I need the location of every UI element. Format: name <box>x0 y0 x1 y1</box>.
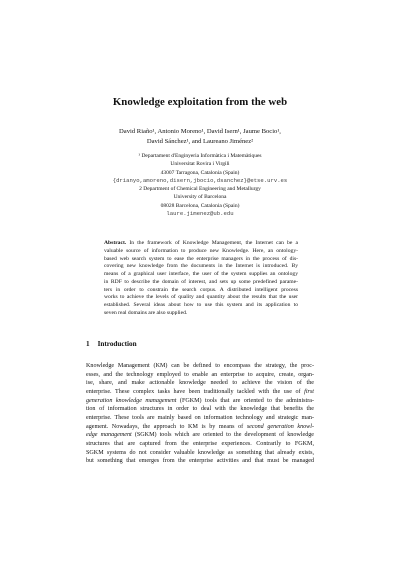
abstract <box>104 240 298 318</box>
affiliation-line: Universitat Rovira i Virgili <box>170 161 230 168</box>
affiliation-line: 08028 Barcelona, Catalonia (Spain) <box>160 202 240 209</box>
author-list <box>0 127 400 146</box>
abstract-line: valuable source of information to produce new Knowledge. Here, an ontology- <box>104 247 298 254</box>
body-line: SGKM systems do not consider valuable knowledge as something that already exists, <box>86 449 314 456</box>
body-line: enterprise. These complex tasks have been traditionally tackled with the use of first <box>86 388 314 395</box>
body-line: structures that are captured from the enterprise experiences. Contrarily to FGKM, <box>86 440 314 447</box>
abstract-line: means of a graphical user interface, the user of the system supplies an ontology <box>104 271 298 277</box>
body-line: Knowledge Management (KM) can be defined to encompass the strategy, the proc- <box>86 363 314 369</box>
affiliation-line: ¹ Departament d'Enginyeria Informàtica i Matemàtiques <box>138 153 262 159</box>
body-line: ise, share, and make actionable knowledge needed to achieve the vision of the <box>86 380 314 387</box>
paper-title: Knowledge exploitation from the web <box>112 96 288 108</box>
body-line: enterprise. These tools are mainly based on information technology and strategic man- <box>86 414 314 421</box>
affiliation-line: University of Barcelona <box>173 194 227 201</box>
affiliation-line: 2 Department of Chemical Engineering and Metallurgy <box>139 186 261 193</box>
abstract-line: covering new knowledge from the documents in the Internet is introduced. By <box>104 263 298 270</box>
abstract-line: seven real domains are also supplied. <box>104 309 188 316</box>
author-line: David Riaño¹, Antonio Moreno¹, David Isern¹, Jaume Bocio¹, <box>119 128 281 135</box>
abstract-line: established. Several ideas about how to use this system and its application to <box>104 302 298 308</box>
abstract-line: Abstract. In the framework of Knowledge Management, the Internet can be a <box>104 240 298 246</box>
section-number: 1 <box>86 340 90 348</box>
body-line: generation knowledge management (FGKM) tools that are oriented to the administra- <box>86 397 314 404</box>
abstract-line: in RDF to describe the domain of interest, and sets up some predefined parame- <box>104 278 298 285</box>
email-line: {drianyo,amoreno,disern,jbocio,dsanchez}@etse.urv.es <box>112 176 288 184</box>
body-line: edge management (SGKM) tools which are oriented to the development of knowledge <box>86 432 314 439</box>
body-line: tion of information structures in order to deal with the knowledge that benefits the <box>86 406 314 413</box>
body-line: but something that emerges from the enterprise activities and that must be managed <box>86 458 314 465</box>
affiliation-line: 43007 Tarragona, Catalonia (Spain) <box>160 169 240 176</box>
section-heading <box>86 340 137 348</box>
body-line: agement. Nowadays, the approach to KM is by means of second generation knowl- <box>86 423 314 430</box>
section-title: Introduction <box>97 340 137 348</box>
abstract-line: works to achieve the levels of quality and quantity about the results that the user <box>104 294 298 301</box>
email-line: laure.jimenez@ub.edu <box>166 210 234 218</box>
abstract-label: Abstract. <box>104 240 127 246</box>
abstract-line: based web search system to ease the enterprise managers in the process of dis- <box>104 255 298 262</box>
affiliations <box>0 152 400 218</box>
body-text <box>86 362 314 466</box>
author-line: David Sánchez¹, and Laureano Jiménez² <box>146 137 254 145</box>
body-line: esses, and the technology employed to enable an enterprise to acquire, create, organ- <box>86 371 314 378</box>
abstract-line: ters in order to constrain the search corpus. A distributed intelligent process <box>104 286 298 293</box>
